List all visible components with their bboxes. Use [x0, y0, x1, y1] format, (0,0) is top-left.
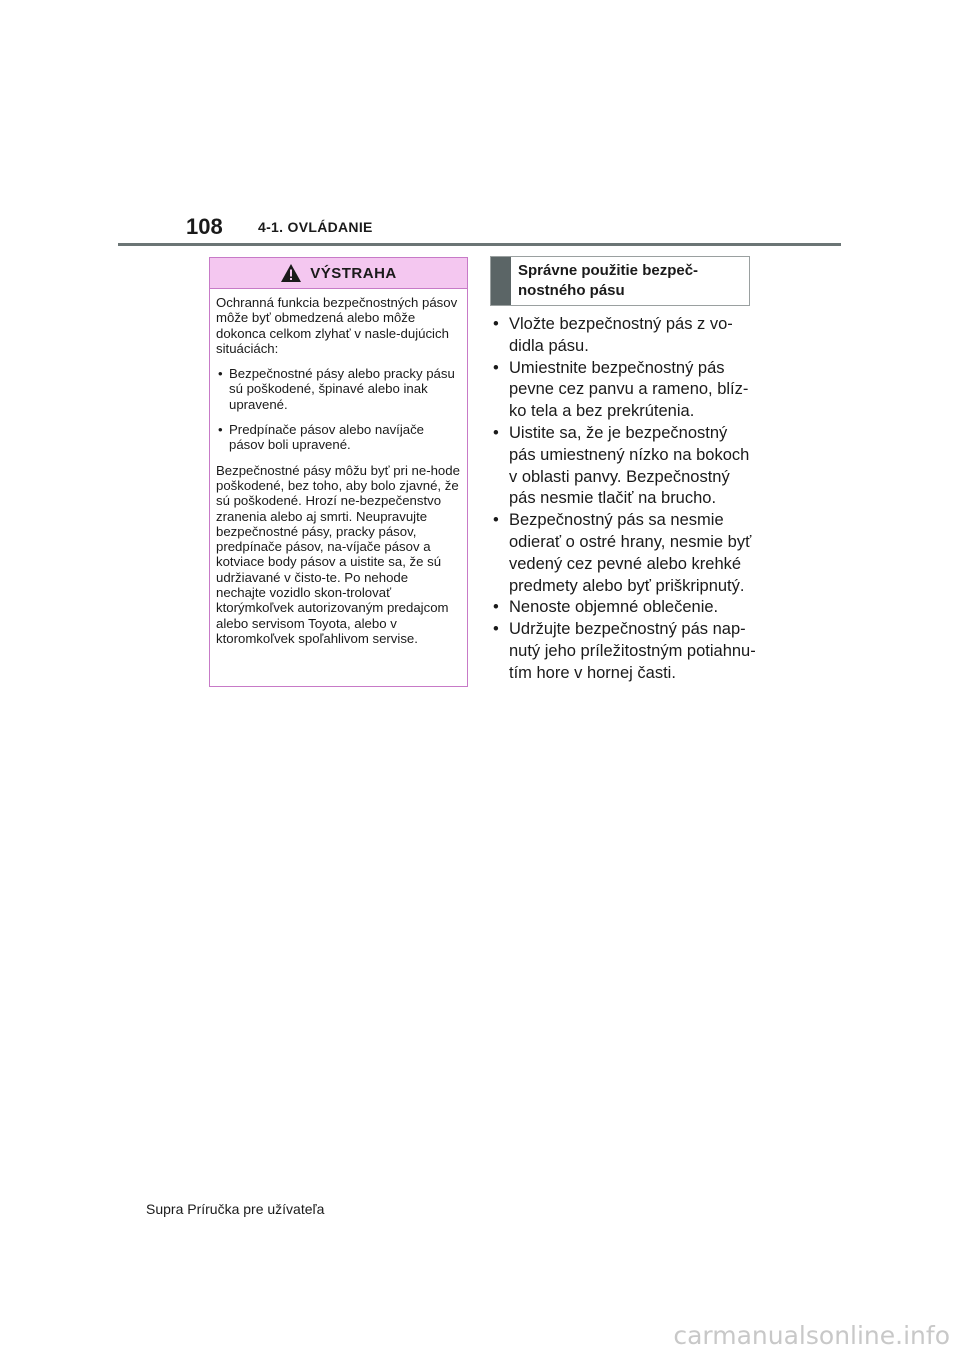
warning-list-item: • Predpínače pásov alebo navíjače pásov boli upravené. [216, 422, 461, 453]
instruction-item: • Bezpečnostný pás sa nesmie odierať o ostré hrany, nesmie byť vedený cez pevné alebo krehké predmety alebo byť priškripnutý. [490, 510, 760, 597]
info-header-bar [491, 257, 511, 305]
instruction-item: • Umiestnite bezpečnostný pás pevne cez panvu a rameno, blíz- ko tela a bez prekrútenia. [490, 358, 760, 423]
warning-paragraph: Bezpečnostné pásy môžu byť pri ne-hode poškodené, bez toho, aby bolo zjavné, že sú poškodené. Hrozí ne-bezpečenstvo zranenia alebo aj smrti. Neupravujte bezpečnostné pásy, pracky pásov, predpínače pásov, na-víjače pásov a kotviace body pásov a uistite sa, že sú udržiavané v čisto-te. Po nehode nechajte vozidlo skon-trolovať ktorýmkoľvek autorizovaným predajcom alebo servisom Toyota, alebo v ktoromkoľvek spoľahlivom servise. [216, 462, 460, 646]
watermark: carmanualsonline.info [673, 1321, 950, 1350]
warning-header [210, 258, 467, 289]
page-number: 108 [186, 214, 223, 239]
instruction-list [490, 314, 760, 685]
warning-body [210, 289, 467, 646]
info-title: Správne použitie bezpeč- nostného pásu [518, 262, 699, 299]
warning-list [216, 366, 461, 452]
warning-title: VÝSTRAHA [310, 264, 397, 282]
header-divider [118, 243, 841, 246]
warning-list-item: • Bezpečnostné pásy alebo pracky pásu sú poškodené, špinavé alebo inak upravené. [216, 366, 461, 412]
instruction-item: • Nenoste objemné oblečenie. [490, 597, 760, 619]
warning-intro: Ochranná funkcia bezpečnostných pásov môže byť obmedzená alebo môže dokonca celkom zlyhať v nasle-dujúcich situáciách: [216, 295, 458, 356]
warning-box [209, 257, 468, 687]
footer-text: Supra Príručka pre užívateľa [146, 1201, 325, 1217]
instruction-item: • Uistite sa, že je bezpečnostný pás umiestnený nízko na bokoch v oblasti panvy. Bezpečnostný pás nesmie tlačiť na brucho. [490, 423, 760, 510]
warning-triangle-icon [280, 263, 302, 283]
section-title: 4-1. OVLÁDANIE [258, 219, 373, 235]
info-header [490, 256, 750, 306]
instruction-item: • Vložte bezpečnostný pás z vo- didla pásu. [490, 314, 760, 358]
instruction-item: • Udržujte bezpečnostný pás nap- nutý jeho príležitostným potiahnu- tím hore v hornej časti. [490, 619, 760, 684]
